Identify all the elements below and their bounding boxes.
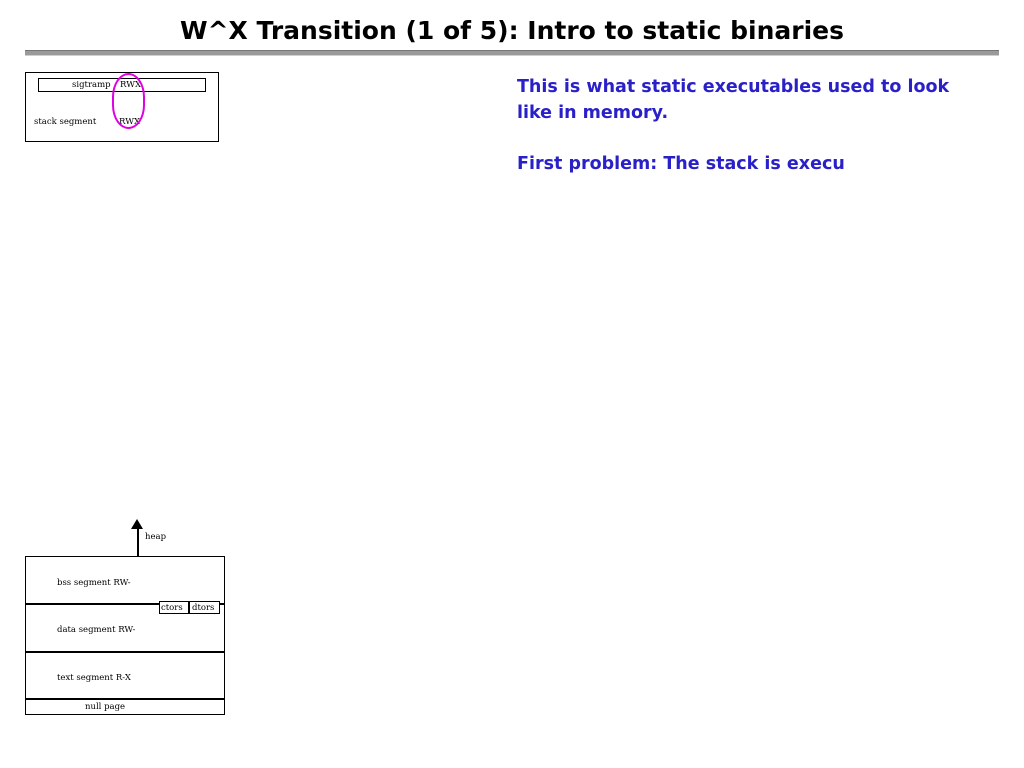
process-memory-layout-diagram bbox=[25, 525, 225, 725]
highlight-ellipse-annotation bbox=[112, 73, 145, 129]
text-segment-label: text segment R-X bbox=[57, 673, 131, 683]
null-page-label: null page bbox=[85, 702, 126, 712]
heap-label: heap bbox=[145, 532, 167, 542]
annotation-paragraph-1: This is what static executables used to look like in memory. bbox=[517, 77, 950, 123]
stack-memory-diagram bbox=[25, 72, 219, 142]
dtors-label: dtors bbox=[192, 603, 215, 613]
annotation-text bbox=[517, 74, 967, 177]
sigtramp-label: sigtramp bbox=[72, 80, 111, 90]
bss-segment-label: bss segment RW- bbox=[57, 578, 131, 588]
annotation-paragraph-2: First problem: The stack is execu bbox=[517, 154, 845, 174]
ctors-label: ctors bbox=[161, 603, 183, 613]
page-title: W^X Transition (1 of 5): Intro to static binaries bbox=[180, 16, 844, 45]
stack-segment-label: stack segment bbox=[34, 117, 97, 127]
data-segment-label: data segment RW- bbox=[57, 625, 136, 635]
stack-segment-permissions-label: RWX bbox=[119, 117, 141, 127]
sigtramp-permissions-label: RWX bbox=[120, 80, 142, 90]
title-divider bbox=[25, 50, 999, 56]
